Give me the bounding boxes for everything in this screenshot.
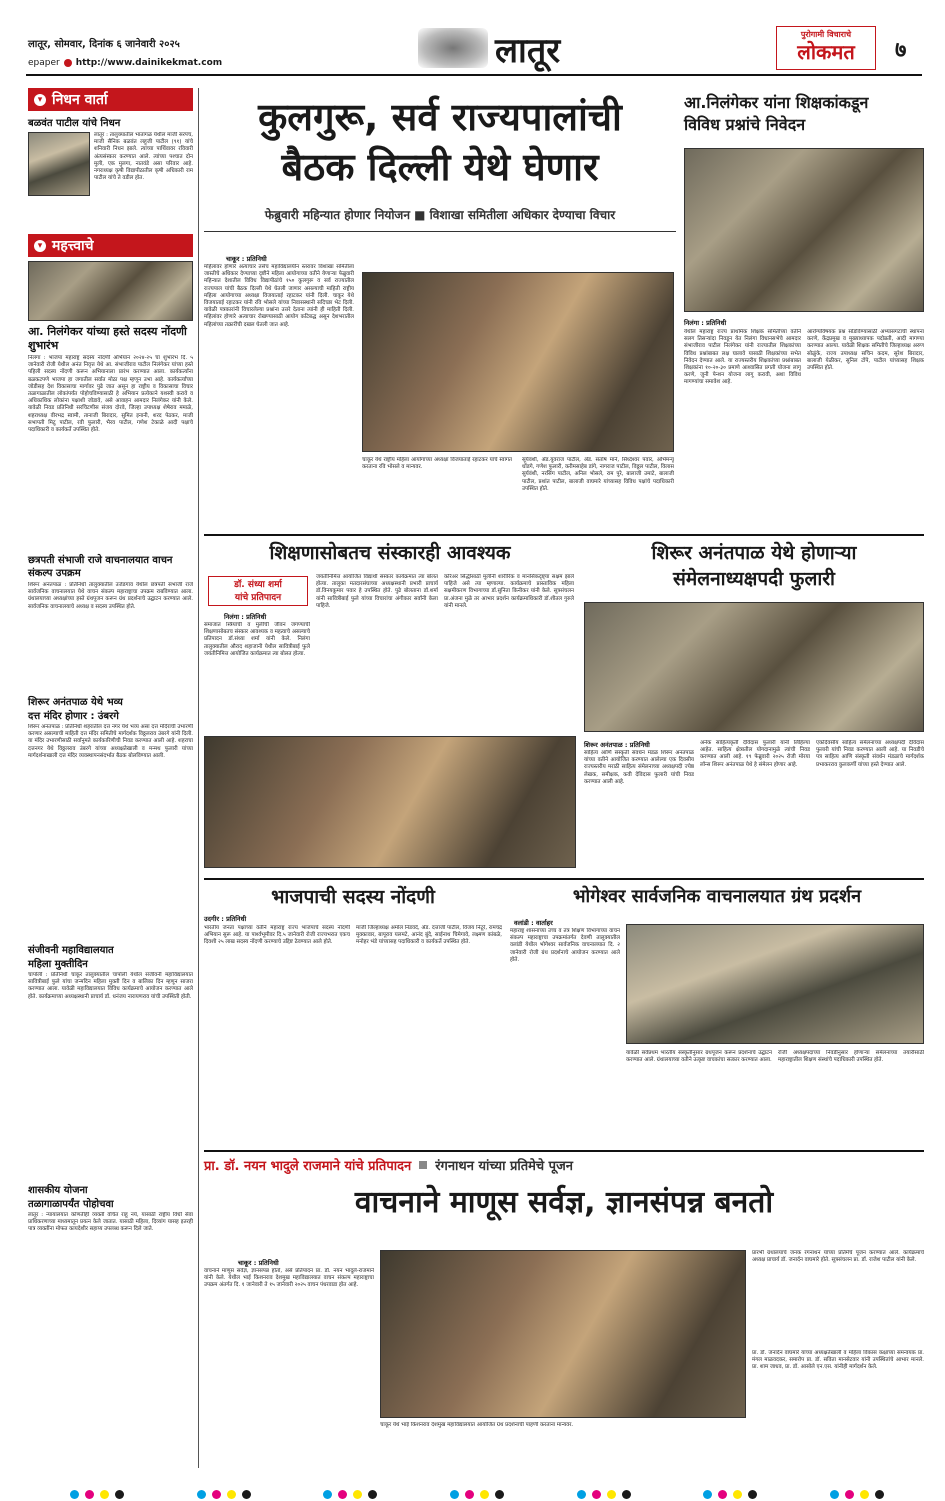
registration-dot-group [830, 1484, 890, 1496]
mahattvache-tab [28, 234, 193, 257]
bhogeshwar-body-1: महाराष्ट्र शासनाच्या उच्च व तंत्र शिक्षण विभागाच्या वाचन संकल्प महाराष्ट्राचा उपक्रमांतर्गत देवणी तालुक्यातील वलांडी येथील भोगेश्वर सार्वजनिक वाचनालयात दि. २ जानेवारी रोजी ग्रंथ प्रदर्शनाचे आयोजन करण्यात आले होते. [510, 928, 620, 963]
registration-dot [830, 1490, 839, 1499]
right-headline-1: आ.निलंगेकर यांना शिक्षकांकडून [684, 93, 869, 112]
speaker-name: डॉ. संध्या शर्मा [234, 580, 282, 590]
registration-dot [368, 1490, 377, 1499]
s3-body: शिरूर अनंतपाळ : प्रतिनिधी शहरातील दत्त नगर येथे भव्य असा दत्त मंदिराची उभारणी करणार असल्याची माहिती दत्त मंदिर समितीचे मार्गदर्शक विठ्ठलराव उंबरगे यांनी दिली. या मंदिर उभारणीसाठी सर्वांनुमते कार्यकारिणीची निवड करण्यात आली आहे. शहराचा दत्तनगर येथे विठ्ठलराव उंबरगे यांच्या अध्यक्षतेखाली व मन्मथ फुलारी यांच्या मार्गदर्शनाखाली दत्त मंदिर व्यवस्थापनसंदर्भात बैठक बोलविण्यात आली. [28, 724, 193, 759]
fulari-photo [584, 602, 924, 732]
shikshan-body-2: जयंतीनिमित्त आयोजित विद्यार्थी संस्कार कार्यक्रमात त्या बोलत होत्या. तालुका मतदारसंघाच्या अध्यक्षस्थानी प्रभारी प्राचार्य डॉ.विनयकुमार पवार हे उपस्थित होते. पुढे बोलताना डॉ.शर्मा यांनी सावित्रीबाई फुले यांच्या विचारांचा अंगीकार सर्वांनी केला पाहिजे. [316, 574, 438, 609]
right-body-1: येथील महाराष्ट्र राज्य प्राथमिक शिक्षक समितीच्या वतीने सलग तिसऱ्यांदा निवडून येत निलंगा विधानसभेचे आमदार संभाजीराव पाटील निलंगेकर यांनी राज्यातील शिक्षकांच्या विविध प्रश्नांबाबत लक्ष घालावे यासाठी शिक्षकांच्या सभेत निवेदन देण्यात आले. या राज्यस्तरीय शिक्षकांच्या प्रश्नांबाबत शिक्षकांना १०-२०-३० प्रमाणे आश्वासित प्रगती योजना लागू करणे, जुनी पेन्शन योजना लागू करावी, अशा विविध मागण्यांचा समावेश आहे. [684, 329, 801, 386]
vachan-story [204, 1150, 924, 1480]
fulari-story [584, 540, 924, 876]
registration-dot [242, 1490, 251, 1499]
vachan-deck-left: प्रा. डॉ. नयन भादुले राजमाने यांचे प्रतिपादन [204, 1159, 412, 1174]
registration-dot [115, 1490, 124, 1499]
registration-dot [323, 1490, 332, 1499]
registration-dot [577, 1490, 586, 1499]
registration-dot [733, 1490, 742, 1499]
vachan-caption: चाकूर येथे भाई किशनराव देशमुख महाविद्यालयात आयोजित ग्रंथ प्रदर्शनाची पाहणी करताना मान्यवर. [380, 1422, 574, 1428]
registration-dot [703, 1490, 712, 1499]
fulari-headline-2: संमेलनाध्यक्षपदी फुलारी [673, 568, 835, 590]
bhogeshwar-story [510, 882, 924, 1150]
nidhan-body: लातूर : तालुक्यातील भातांगळ येथील माजी सरपंच, माजी सैनिक बळवंत लहुजी पाटील (९१) यांचे शनिवारी निधन झाले. त्यांच्या पार्थिवावर रविवारी अंत्यसंस्कार करण्यात आले. त्यांच्या पश्चात दोन मुली, एक मुलगा, नातवंडे असा परिवार आहे. नगराध्यक्ष कृषी विद्यापीठातील कृषी अधिकारी राम पाटील यांचे ते वडील होत. [94, 132, 193, 182]
s4-title-2: महिला मुक्तीदिन [28, 959, 88, 970]
brand-logo: लोकमत [797, 40, 855, 64]
bhogeshwar-body-3: रोजी अध्यक्षपदाच्या निवडीनुसार होणाऱ्या संमेलनाच्या तयारीसाठी महाराष्ट्रातील शिक्षण संस्थांचे पदाधिकारी उपस्थित होते. [778, 1050, 924, 1064]
registration-dot-group [197, 1484, 257, 1496]
speaker-box [208, 576, 308, 606]
registration-dot [353, 1490, 362, 1499]
registration-dot [480, 1490, 489, 1499]
vachan-body-1: वाचनाने माणूस सर्वज्ञ, ज्ञानसंपन्न होतो, असे प्रतिपादन प्रा. डॉ. नयन भादुले-राजमाने यांनी केले. येथील भाई किशनराव देशमुख महाविद्यालयात वाचन संकल्प महाराष्ट्राचा उपक्रम अंतर्गत दि. १ जानेवारी ते १५ जानेवारी २०२५ वाचन पंधरवाडा होत आहे. [204, 1268, 374, 1289]
membership-photo [28, 261, 193, 321]
registration-dot [748, 1490, 757, 1499]
page-number: ७ [895, 38, 907, 63]
bjp-story [204, 882, 502, 1150]
vachan-body-2: प्रारंभी ग्रंथालयाचे जनक रंगनाथन यांच्या प्रतिमेचे पूजन करण्यात आले. कार्यक्रमाचे अध्यक्ष प्राचार्य डॉ. जनार्दन वाघमारे होते. सूत्रसंचलन प्रा. डॉ. राजेश पाटील यांनी केले. [752, 1250, 924, 1264]
brand-tagline: पुरोगामी विचाराचे [800, 30, 852, 39]
registration-dot [495, 1490, 504, 1499]
registration-dot [845, 1490, 854, 1499]
epaper-line[interactable] [28, 58, 222, 68]
bhogeshwar-photo [626, 924, 924, 1044]
registration-dot [450, 1490, 459, 1499]
registration-dot-group [70, 1484, 130, 1496]
bjp-headline: भाजपाची सदस्य नोंदणी [271, 886, 435, 908]
city-title: लातूर [495, 31, 561, 71]
brand-block [776, 26, 876, 70]
masthead-rule [26, 74, 922, 76]
registration-dot [592, 1490, 601, 1499]
s5-body: लातूर : न्यायालयात कोणतीही व्यक्ती वंचित राहू नये, यासाठी राष्ट्रीय विधी सेवा प्राधिकरणाच्या माध्यमातून प्रयत्न केले जातात. यासाठी महिला, दिव्यांग यासह इतरही पात्र व्यक्तींना मोफत कायदेशीर सहाय्य उपलब्ध करून दिले जाते. [28, 1212, 193, 1233]
lead-deck: फेब्रुवारी महिन्यात होणार नियोजन ■ विशाखा समितीला अधिकार देण्याचा विचार [204, 206, 676, 232]
lead-headline-2: बैठक दिल्ली येथे घेणार [281, 145, 599, 189]
lead-caption: चाकूर येथे राष्ट्रीय महिला आयोगाच्या अध्यक्षा विजयाताई रहाटकर यांचे स्वागत करताना रवि भोसले व मान्यवर. [362, 457, 512, 471]
bhogeshwar-headline: भोगेश्वर सार्वजनिक वाचनालयात ग्रंथ प्रदर्शन [572, 886, 862, 907]
s1-title: आ. निलंगेकर यांच्या हस्ते सदस्य नोंदणी शुभारंभ [28, 325, 187, 352]
fulari-body-2: अनेक साहित्यकृती देविदास फुलारी यांनी लिहिल्या आहेत. साहित्य क्षेत्रातील योगदानामुळे त्यांची निवड करण्यात आली आहे. १९ फेब्रुवारी २०२५ रोजी मोरया लॉन्स शिरूर अनंतपाळ येथे हे संमेलन होणार आहे. [700, 740, 810, 768]
speaker-sub: यांचे प्रतिपादन [234, 593, 282, 603]
registration-dot [197, 1490, 206, 1499]
mahattvache-tab-label: महत्त्वाचे [52, 238, 94, 254]
nidhan-tab-label: निधन वार्ता [52, 92, 108, 108]
shikshan-body-1: समाजात स्त्रियांची व मुलींची जीवन जगण्याची शिक्षणासोबतच संस्कार आवश्यक व महत्वाचे असल्याचे प्रतिपादन डॉ.संध्या शर्मा यांनी केले. निलंगा तालुक्यातील औराद शहाजानी येथील सावित्रीबाई फुले जयंतीनिमित्त आयोजित कार्यक्रमात त्या बोलत होत्या. [204, 622, 310, 657]
registration-dot [622, 1490, 631, 1499]
nilangekar-story [684, 92, 924, 532]
registration-dot [70, 1490, 79, 1499]
s5-title: शासकीय योजना [28, 1185, 88, 1196]
registration-dot-group [450, 1484, 510, 1496]
globe-icon [64, 59, 72, 67]
registration-dot [718, 1490, 727, 1499]
section-rule-1 [204, 534, 924, 536]
vachan-deck [204, 1150, 924, 1174]
registration-dot [338, 1490, 347, 1499]
shikshan-headline: शिक्षणासोबतच संस्कारही आवश्यक [269, 542, 511, 564]
chevron-down-icon: ▾ [34, 94, 46, 106]
s4-body: चापोली : प्रतिनिधी चाकूर तालुक्यातील चापोली येथील संजीवनी महाविद्यालयात सावित्रीबाई फुले यांचा जन्मदिन महिला मुक्ती दिन व बालिका दिन म्हणून साजरा करण्यात आला. यावेळी महाविद्यालयात विविध कार्यक्रमाचे आयोजन करण्यात आले होते. कार्यक्रमाच्या अध्यक्षस्थानी प्राचार्य डॉ. धनंजय नारायणराव यांची उपस्थिती होती. [28, 972, 193, 1000]
shikshan-photo [204, 736, 576, 868]
nilangekar-photo [684, 148, 924, 312]
right-body-2: आरोग्यविषयक प्रश्न सोडविण्यासाठी अभ्यासगटाची स्थापना करणे, केंद्रप्रमुख व मुख्याध्यापक पदोन्नती, आदी मागण्या करण्यात आल्या. यावेळी शिक्षक समितीचे जिल्हाध्यक्ष अरुण सोळुंके, राज्य उपाध्यक्ष सचिन कदम, सुरेश बिरादार, बालाजी येळीकर, सुनिल टोंपे, पाटील यांच्यासह शिक्षक उपस्थित होते. [807, 329, 924, 372]
bjp-byline: उदगीर : प्रतिनिधी [204, 915, 247, 923]
nidhan-tab [28, 88, 193, 111]
lead-body: महिलांवर होणारे अत्याचार तसेच महाविद्यालयीन स्तरावर विशाखा समितीला जास्तीचे अधिकार देण्याच्या दृष्टीने महिला आयोगाच्या वतीने येणाऱ्या फेब्रुवारी महिन्यात देशातील विविध विद्यापीठांचे १५० कुलगुरू व सर्व राज्यातील राज्यपाल यांची बैठक दिल्ली येथे घेतली जाणार असल्याची माहिती राष्ट्रीय महिला आयोगाच्या अध्यक्षा विजयाताई रहाटकर यांनी दिली. चाकूर येथे विजयाताई रहाटकर यांनी रवि भोसले यांच्या निवासस्थानी सदिच्छा भेट दिली. यावेळी पत्रकारांनी विचारलेल्या प्रश्नांना उत्तरे देताना त्यांनी ही माहिती दिली. महिलांवर होणारे अत्याचार रोखण्यासाठी आयोग कटिबद्ध असून देशभरातील महिलांच्या तक्रारींची दखल घेतली जात आहे. [204, 264, 354, 328]
vachan-deck-right: रंगनाथन यांच्या प्रतिमेचे पूजन [435, 1159, 573, 1174]
bhogeshwar-body-2: यावेळी सर्वप्रथम भारतीय संस्कृतीनुसार ग्रंथपूजन करून प्रदर्शनाचे उद्घाटन करण्यात आले. ग्रंथालयाच्या वतीने उत्कृष्ट वाचकांचा सत्कार करण्यात आला. [626, 1050, 772, 1064]
fulari-headline-1: शिरूर अनंतपाळ येथे होणाऱ्या [651, 542, 857, 564]
section-rule-2 [204, 878, 924, 880]
fulari-body-1: साहित्य आणि संस्कृती संवर्धन मंडळ शिरूर अनंतपाळ यांच्या वतीने आयोजित करण्यात आलेल्या एक दिवसीय राज्यस्तरीय मराठी साहित्य संमेलनाच्या अध्यक्षपदी ज्येष्ठ लेखक, समीक्षक, कवी देविदास फुलारी यांची निवड करण्यात आली आहे. [584, 750, 694, 785]
registration-dot [465, 1490, 474, 1499]
right-byline: निलंगा : प्रतिनिधी [684, 319, 727, 327]
lead-story [204, 92, 676, 532]
masthead [0, 0, 945, 80]
shikshan-body-3: करिअर सिद्धीसाठी मुलींनी शारीरिक व मानसिकदृष्ट्या सक्षम झाले पाहिजे असे त्या म्हणाल्या. कार्यक्रमाचे प्रास्ताविक महिला सक्षमीकरण विभागाच्या डॉ.सुनिता किनीकर यांनी केले. सूत्रसंचलन प्रा.अंजना मुळे तर आभार प्रदर्शन कार्यक्रमाधिकारी डॉ.शीतल गुरुले यांनी मानले. [444, 574, 574, 609]
vachan-photo [380, 1250, 746, 1418]
square-bullet-icon [419, 1161, 427, 1169]
registration-dot [100, 1490, 109, 1499]
lead-byline: चाकूर : प्रतिनिधी [226, 255, 267, 263]
dateline: लातूर, सोमवार, दिनांक ६ जानेवारी २०२५ [28, 39, 180, 50]
obituary-photo [28, 132, 90, 196]
registration-dot [607, 1490, 616, 1499]
left-column [28, 88, 193, 1468]
s4-title: संजीवनी महाविद्यालयात [28, 945, 114, 956]
s2-body: शिरूर अनंतपाळ : प्रतिनिधी तालुक्यातील उजेडगाव येथील छत्रपती संभाजी राजे सार्वजनिक वाचनालयात येथे वाचन संकल्प महाराष्ट्राचा उपक्रम राबविण्यात आला. ग्रंथालयाच्या अध्यक्षांच्या हस्ते ग्रंथपूजन करून ग्रंथ प्रदर्शनाचे उद्घाटन करण्यात आले. सार्वजनिक वाचनालयाचे अध्यक्ष व सदस्य उपस्थित होते. [28, 582, 193, 610]
s2-title: छत्रपती संभाजी राजे वाचनालयात वाचन संकल्प उपक्रम [28, 555, 173, 579]
registration-dot [212, 1490, 221, 1499]
vachan-byline: चाकूर : प्रतिनिधी [238, 1259, 279, 1267]
chevron-down-icon: ▾ [34, 240, 46, 252]
s1-body: निलंगा : भाजपा महाराष्ट्र सदस्य नोंदणी अभियान २०२४-२५ चा शुभारंभ दि. ५ जानेवारी रोजी येथील अनंत निवृत्त येथे आ. संभाजीराव पाटील निलंगेकर यांच्या हस्ते पहिली सदस्य नोंदणी करून अभियानाला प्रारंभ करण्यात आला. कार्यकर्त्यांना बळकटपणे भाजपा हा जगातील सर्वात मोठा पक्ष म्हणून उभा आहे. कार्यकर्त्यांच्या जोडीसह देश विकासाचा मार्गावर पुढे जात असून हा राष्ट्रीय व विकासाचा विचार तळागाळातील लोकांपर्यंत पोहोचविण्यासाठी हे अभियान प्रत्येकाने यशस्वी करावे व अधिकाधिक लोकांना पक्षाशी जोडावे, असे आवाहन आमदार निलंगेकर यांनी केले. यावेळी निवड प्रतिनिधी सरचिटणीस संजय दोरवे, जिल्हा उपाध्यक्ष शेषेराव ममाळे, शहराध्यक्ष वीरभद्र स्वामी, तानाजी बिरादार, सुमित इनानी, शरद पेठकर, माजी सभापती मिटू पाटील, रवी फुलारी, भैरव पाटील, गणेश टेकाळे आदी पक्षाचे पदाधिकारी व कार्यकर्ते उपस्थित होते. [28, 355, 193, 434]
bjp-body-2: माजी जिल्हाध्यक्ष अमोल निडवदे, ॲड. दत्ताजी पाटील, विजय निटूरे, रामचंद्र मुक्कावार, बापूराव यलमटे, आनंद बुंदे, साईनाथ चिमेगावे, लक्ष्मण कांबळे, मनोहर भंडे यांच्यासह पदाधिकारी व कार्यकर्ते उपस्थित होते. [356, 925, 502, 946]
s5-title-2: तळागाळापर्यंत पोहोचवा [28, 1199, 114, 1210]
lead-headline-1: कुलगुरू, सर्व राज्यपालांची [258, 95, 622, 139]
shikshan-byline: निलंगा : प्रतिनिधी [224, 613, 267, 621]
lead-photo [362, 272, 674, 452]
s3-title-2: दत्त मंदिर होणार : उंबरगे [28, 711, 119, 722]
epaper-label: epaper [28, 58, 60, 68]
lead-col4: सूर्यवंशी, ॲड.युवराज पाटील, ॲड. संतोष माने, सिध्देश्वर पवार, अभिमन्यू धोंडगे, गणेश फुलारी, करीमसाहेब डांगे, नागराज पाटील, विठ्ठल पाटील, विलास सुर्यवंशी, नरसिंग पाटील, अनिल भोसले, राम पुरे, बालाजी उमाटे, बालाजी पाटील, प्रशांत पाटील, बालाजी वाघमारे यांच्यासह विविध पक्षांचे पदाधिकारी उपस्थित होते. [522, 457, 674, 492]
registration-dot-group [577, 1484, 637, 1496]
registration-dot [860, 1490, 869, 1499]
registration-dot [85, 1490, 94, 1499]
bhogeshwar-byline: वलांडी : वार्ताहर [514, 919, 553, 927]
registration-dot-group [323, 1484, 383, 1496]
vachan-headline: वाचनाने माणूस सर्वज्ञ, ज्ञानसंपन्न बनतो [354, 1185, 774, 1220]
nidhan-title: बळवंत पाटील यांचे निधन [28, 118, 121, 129]
vachan-body-3: प्रा. डॉ. जनार्दन वाघमारे यांच्या अध्यक्षतेखाली व महिला विकास कक्षाच्या समन्वयक प्रा. मंगल माळवदकर, समारोप प्रा. डॉ. सविता मानसेटवार यांनी उपस्थितांचे आभार मानले. प्रा. शाम जाधव, प्रा. डॉ. आसोले एन.एस. यांनीही मार्गदर्शन केले. [752, 1350, 924, 1371]
epaper-url[interactable]: http://www.dainikekmat.com [75, 58, 223, 68]
column-divider [198, 88, 199, 1468]
fulari-body-3: एकदिवसीय साहित्य संमेलनाच्या अध्यक्षपदी देविदास फुलारी यांची निवड करण्यात आली आहे. या निवडीचे पत्र साहित्य आणि संस्कृती संवर्धन मंडळाचे मार्गदर्शक प्रभाकरराव कुलकर्णी यांच्या हस्ते देण्यात आले. [816, 740, 924, 768]
registration-dot [227, 1490, 236, 1499]
fulari-byline: शिरूर अनंतपाळ : प्रतिनिधी [584, 741, 650, 749]
registration-dot-group [703, 1484, 763, 1496]
right-headline-2: विविध प्रश्नांचे निवेदन [684, 115, 806, 134]
shikshan-story [204, 540, 576, 876]
city-emblem [418, 28, 488, 68]
print-registration-marks [70, 1484, 890, 1496]
registration-dot [875, 1490, 884, 1499]
bjp-body-1: भारतीय जनता पक्षाच्या वतीने महाराष्ट्र राज्य भाजपाचे सदस्य नोंदणी अभियान सुरू आहे. या पार्श्वभूमीवर दि.५ जानेवारी रोजी राज्यभरात एकच दिवशी २५ लाख सदस्य नोंदणी करण्याचे उद्दिष्ट ठेवण्यात आले होते. [204, 925, 350, 946]
s3-title: शिरूर अनंतपाळ येथे भव्य [28, 697, 123, 708]
